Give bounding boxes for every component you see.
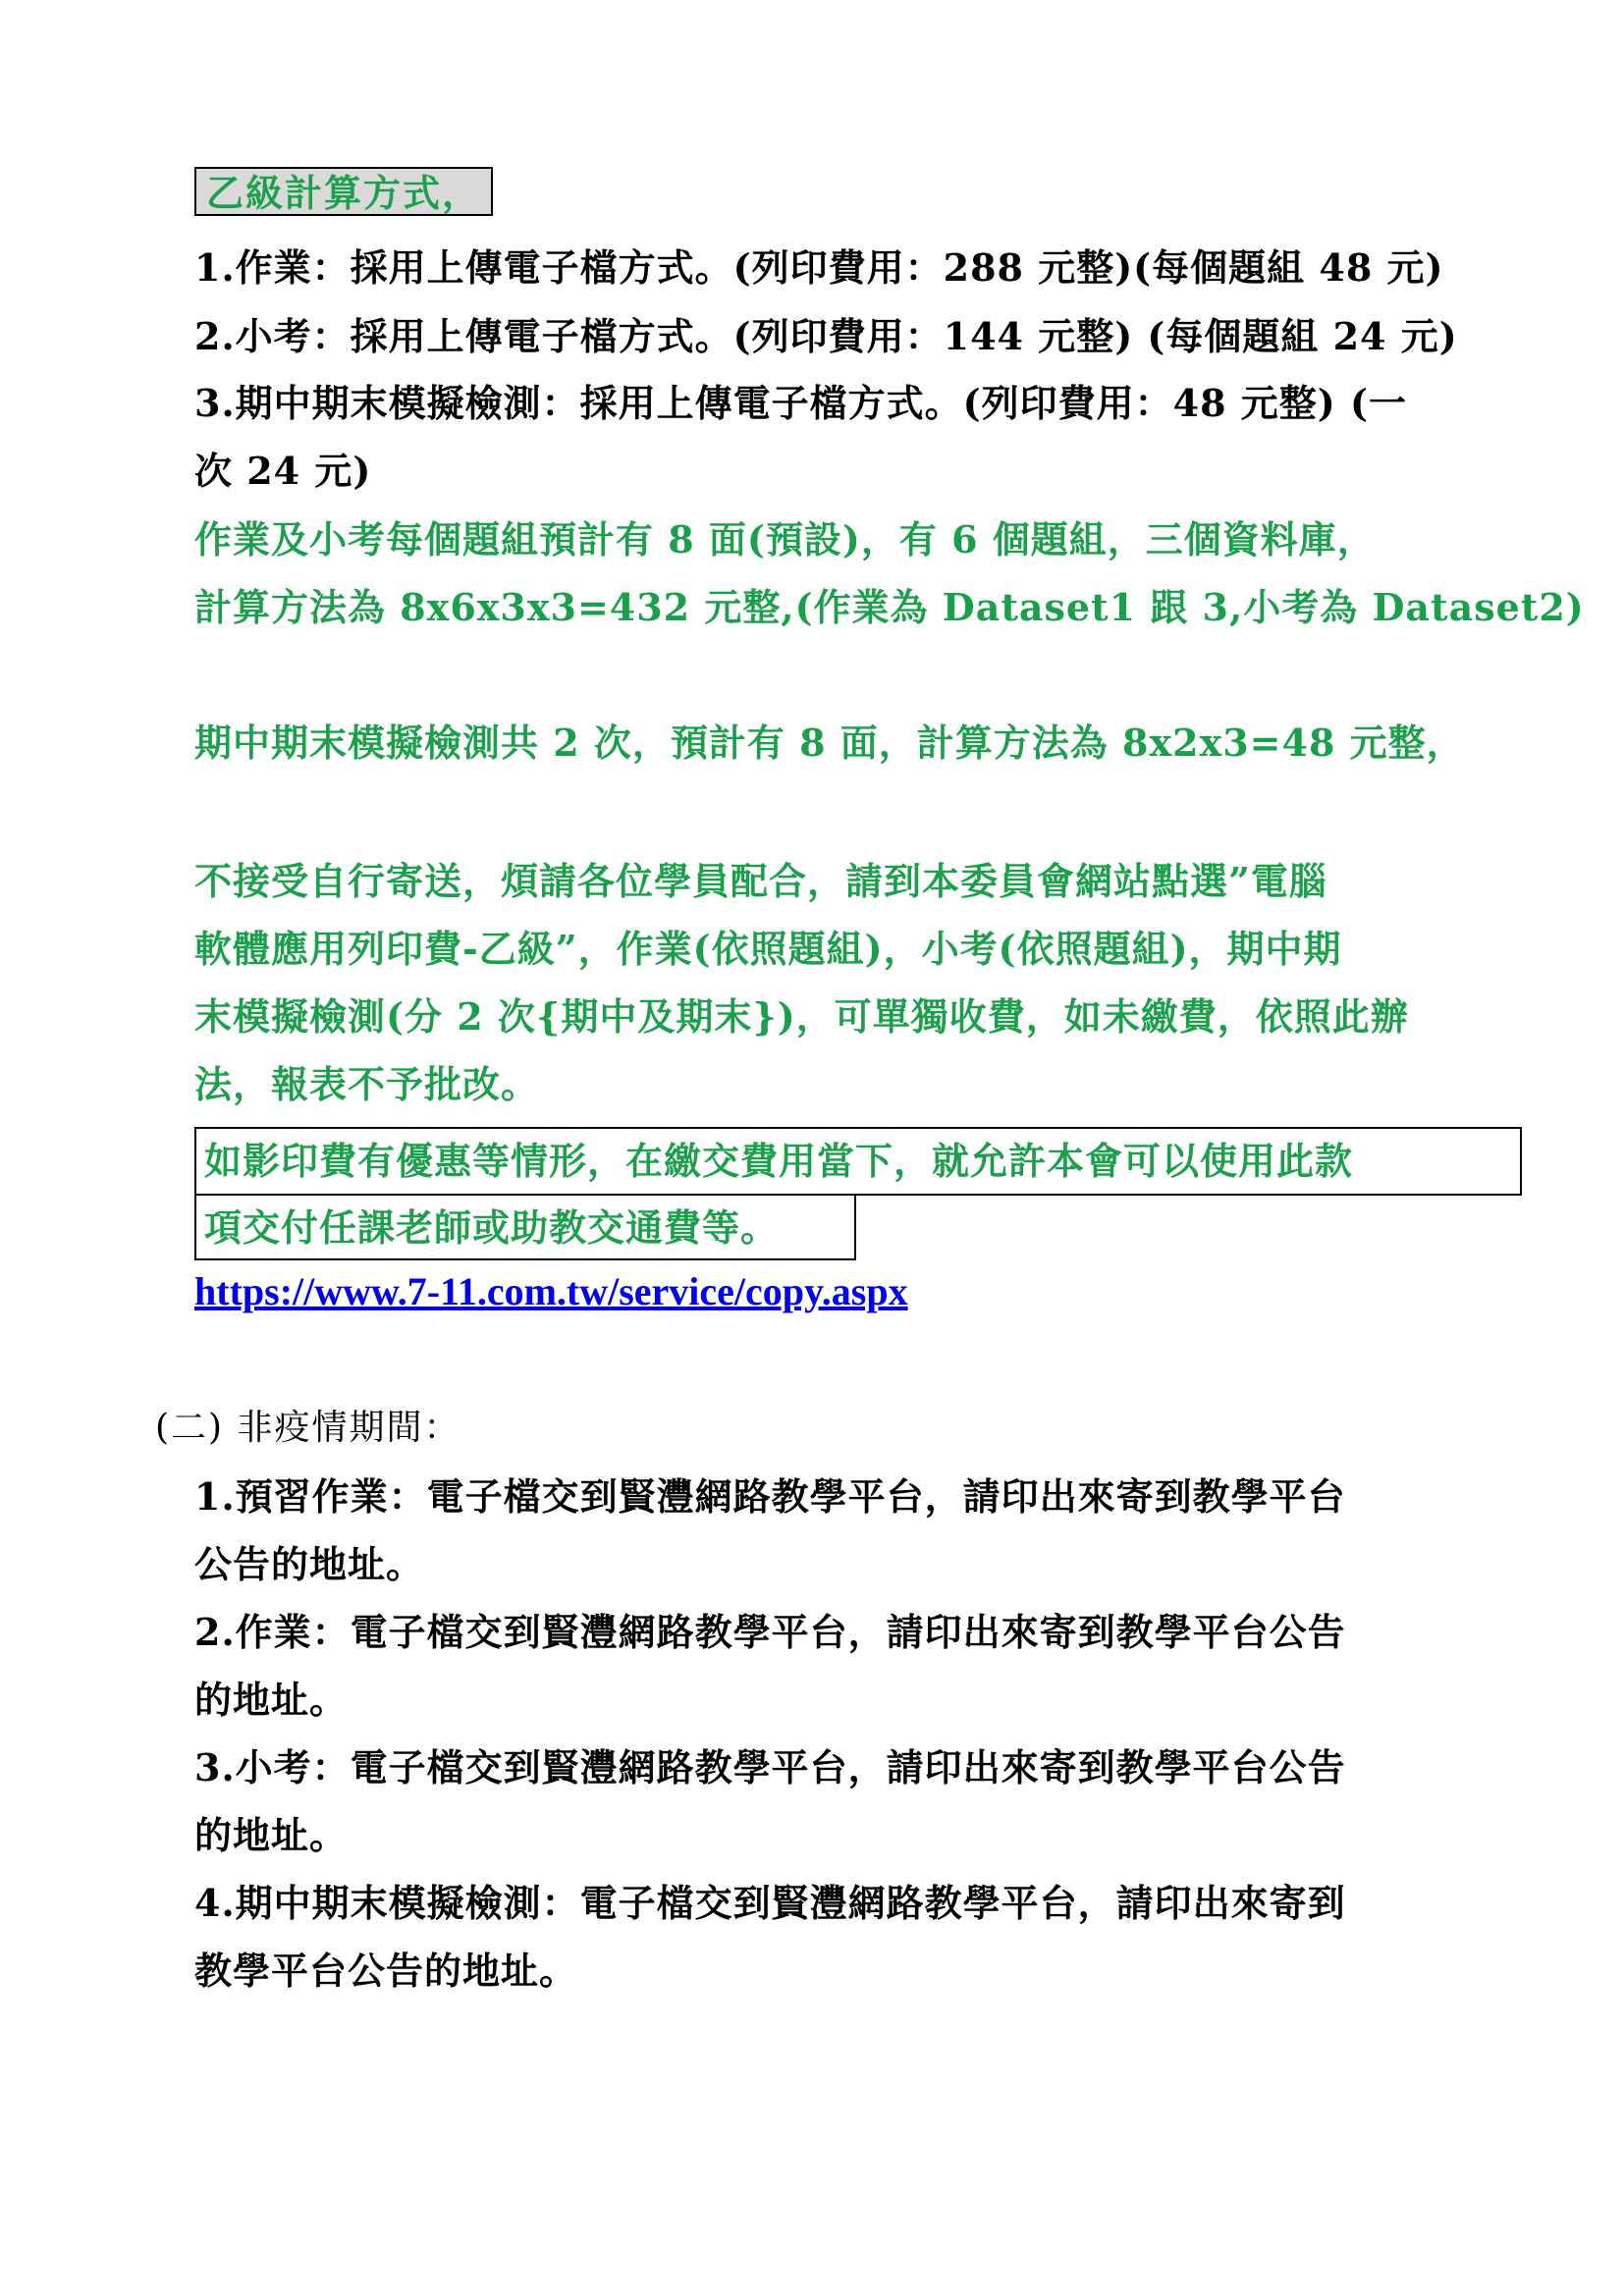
non-pandemic-item-line: 教學平台公告的地址。 (194, 1949, 578, 1993)
non-pandemic-item-line: 公告的地址。 (194, 1542, 425, 1586)
discount-notice-box (194, 1127, 1522, 1260)
payment-note-line: 末模擬檢測(分 2 次{期中及期末})，可單獨收費，如未繳費，依照此辦 (194, 994, 1409, 1039)
non-pandemic-item-line: 4.期中期末模擬檢測：電子檔交到賢灃網路教學平台，請印出來寄到 (194, 1881, 1346, 1925)
non-pandemic-item-line: 1.預習作業：電子檔交到賢灃網路教學平台，請印出來寄到教學平台 (194, 1474, 1346, 1519)
section-header-label: 乙級計算方式， (194, 167, 493, 216)
non-pandemic-item-line: 2.作業：電子檔交到賢灃網路教學平台，請印出來寄到教學平台公告 (194, 1610, 1346, 1654)
calc-note-line: 期中期末模擬檢測共 2 次，預計有 8 面，計算方法為 8x2x3=48 元整， (194, 721, 1465, 765)
discount-notice-line: 項交付任課老師或助教交通費等。 (204, 1205, 780, 1250)
non-pandemic-item-line: 的地址。 (194, 1813, 349, 1857)
payment-note-line: 法，報表不予批改。 (194, 1062, 540, 1106)
fee-item-exam: 3.期中期末模擬檢測：採用上傳電子檔方式。(列印費用：48 元整) (一 (194, 381, 1407, 425)
print-service-link[interactable]: https://www.7-11.com.tw/service/copy.aspx (194, 1269, 908, 1313)
discount-notice-line: 如影印費有優惠等情形，在繳交費用當下，就允許本會可以使用此款 (204, 1139, 1354, 1183)
section-title: (二) 非疫情期間： (155, 1408, 461, 1448)
fee-item-homework: 1.作業：採用上傳電子檔方式。(列印費用：288 元整)(每個題組 48 元) (194, 245, 1444, 290)
non-pandemic-item-line: 的地址。 (194, 1678, 349, 1722)
calc-note-line: 作業及小考每個題組預計有 8 面(預設)，有 6 個題組，三個資料庫， (194, 517, 1376, 561)
notice-border-divider (854, 1194, 1522, 1196)
payment-note-line: 不接受自行寄送，煩請各位學員配合，請到本委員會網站點選”電腦 (194, 859, 1327, 903)
calc-note-line: 計算方法為 8x6x3x3=432 元整,(作業為 Dataset1 跟 3,小考為 Dataset2) (194, 585, 1585, 629)
fee-item-exam-cont: 次 24 元) (194, 449, 372, 493)
non-pandemic-item-line: 3.小考：電子檔交到賢灃網路教學平台，請印出來寄到教學平台公告 (194, 1745, 1346, 1789)
fee-item-quiz: 2.小考：採用上傳電子檔方式。(列印費用：144 元整) (每個題組 24 元) (194, 314, 1458, 358)
payment-note-line: 軟體應用列印費-乙級”，作業(依照題組)，小考(依照題組)，期中期 (194, 927, 1342, 971)
